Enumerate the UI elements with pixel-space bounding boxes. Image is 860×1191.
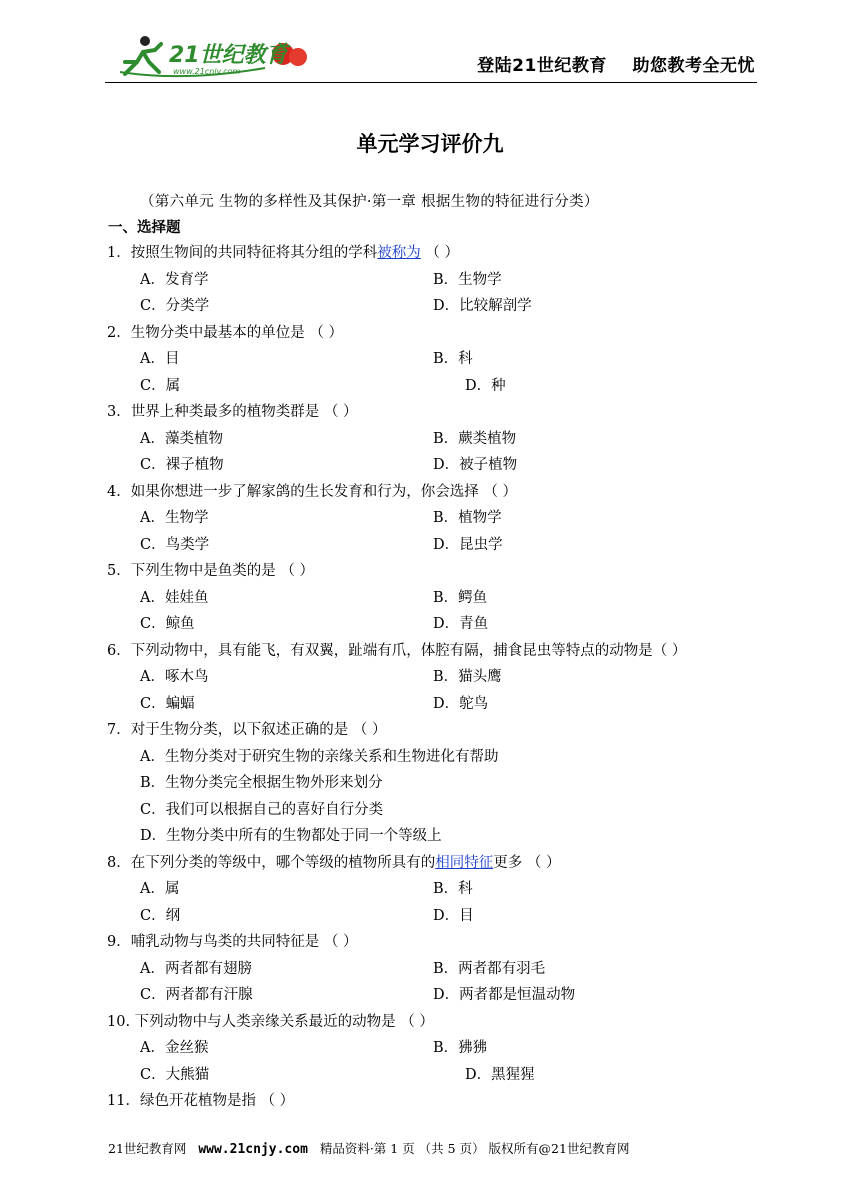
- option-a: A．目: [140, 351, 180, 367]
- link[interactable]: 相同特征: [435, 854, 494, 871]
- options-row: [107, 505, 757, 532]
- option-d: D．种: [465, 377, 506, 394]
- footer-right: 精品资料·第 1 页 （共 5 页） 版权所有@21世纪教育网: [307, 1141, 630, 1156]
- question-stem: 8．在下列分类的等级中，哪个等级的植物所具有的相同特征更多 （ ）: [107, 854, 561, 871]
- option-b: B．生物分类完全根据生物外形来划分: [140, 775, 383, 791]
- options-row: [107, 664, 757, 691]
- option-a: A．发育学: [140, 271, 209, 288]
- options-row: [107, 956, 757, 983]
- question-stem: 9．哺乳动物与鸟类的共同特征是 （ ）: [107, 934, 358, 950]
- question-stem: 6．下列动物中，具有能飞，有双翼，趾端有爪，体腔有隔，捕食昆虫等特点的动物是（ ）: [107, 642, 687, 659]
- options-row: [107, 426, 757, 453]
- options-row: [107, 903, 757, 930]
- option-d: D．昆虫学: [433, 536, 503, 553]
- page-header: [105, 28, 757, 83]
- options-row: [107, 452, 757, 479]
- option-c: C．蝙蝠: [140, 695, 195, 712]
- option-b: B．狒狒: [433, 1040, 488, 1056]
- question-stem: 1．按照生物间的共同特征将其分组的学科被称为 （ ）: [107, 245, 459, 261]
- footer-url[interactable]: www.21cnjy.com: [198, 1142, 308, 1157]
- options-row: [107, 532, 757, 559]
- option-c: C．我们可以根据自己的喜好自行分类: [140, 801, 384, 818]
- options-row: [107, 267, 757, 294]
- options-row: [107, 1035, 757, 1062]
- option-a: A．两者都有翅膀: [140, 960, 252, 977]
- option-c: C．纲: [140, 907, 181, 924]
- option-a: A．金丝猴: [140, 1040, 209, 1056]
- option-c: C．分类学: [140, 298, 210, 314]
- option-a: A．啄木鸟: [140, 669, 209, 685]
- option-a: A．生物学: [140, 510, 209, 526]
- option-d: D．鸵鸟: [433, 695, 489, 712]
- option-d: D．比较解剖学: [433, 298, 532, 314]
- question-stem: 5．下列生物中是鱼类的是 （ ）: [107, 563, 314, 579]
- option-b: B．蕨类植物: [433, 430, 517, 447]
- option-b: B．科: [433, 881, 473, 897]
- option-b: B．生物学: [433, 271, 502, 288]
- option-a: A．属: [140, 881, 180, 897]
- option-d: D．被子植物: [433, 457, 518, 473]
- question-stem: 4．如果你想进一步了解家鸽的生长发育和行为，你会选择 （ ）: [107, 483, 517, 500]
- options-row: [107, 611, 757, 638]
- option-c: C．鸟类学: [140, 536, 210, 553]
- option-c: C．裸子植物: [140, 457, 224, 473]
- option-d: D．两者都是恒温动物: [433, 987, 576, 1003]
- question-stem: 10. 下列动物中与人类亲缘关系最近的动物是 （ ）: [107, 1013, 434, 1030]
- footer-left: 21世纪教育网: [108, 1141, 199, 1156]
- svg-text:21世纪教育: 21世纪教育: [169, 43, 288, 68]
- option-b: B．科: [433, 351, 473, 367]
- options-row: [107, 982, 757, 1009]
- option-c: C．属: [140, 377, 181, 394]
- option-c: C．两者都有汗腺: [140, 987, 253, 1003]
- question-stem: 11．绿色开花植物是指 （ ）: [107, 1093, 295, 1109]
- option-b: B．猫头鹰: [433, 669, 502, 685]
- question-list: [107, 240, 757, 1115]
- section-heading: 一、选择题: [108, 220, 181, 236]
- options-row: [107, 373, 757, 400]
- option-d: D．黑猩猩: [465, 1066, 535, 1083]
- question-stem: 7．对于生物分类，以下叙述正确的是 （ ）: [107, 722, 387, 738]
- option-d: D．生物分类中所有的生物都处于同一个等级上: [140, 828, 442, 844]
- options-row: [107, 1062, 757, 1089]
- option-c: C．大熊猫: [140, 1066, 210, 1083]
- logo-21cnjy: [115, 32, 315, 78]
- option-a: A．娃娃鱼: [140, 589, 209, 606]
- options-row: [107, 346, 757, 373]
- option-d: D．青鱼: [433, 616, 489, 632]
- page-subtitle: （第六单元 生物的多样性及其保护·第一章 根据生物的特征进行分类）: [140, 194, 599, 210]
- option-a: A．藻类植物: [140, 430, 223, 447]
- header-slogan: 登陆21世纪教育 助您教考全无忧: [477, 56, 755, 76]
- question-stem: 3．世界上种类最多的植物类群是 （ ）: [107, 404, 358, 420]
- options-row: [107, 585, 757, 612]
- options-row: [107, 691, 757, 718]
- question-stem: 2．生物分类中最基本的单位是 （ ）: [107, 324, 343, 341]
- options-row: [107, 293, 757, 320]
- link[interactable]: 被称为: [377, 245, 421, 261]
- option-a: A．生物分类对于研究生物的亲缘关系和生物进化有帮助: [140, 748, 499, 765]
- option-b: B．两者都有羽毛: [433, 960, 546, 977]
- option-c: C．鲸鱼: [140, 616, 195, 632]
- page-footer: [108, 1139, 629, 1157]
- option-b: B．植物学: [433, 510, 502, 526]
- option-b: B．鳄鱼: [433, 589, 488, 606]
- options-row: [107, 876, 757, 903]
- option-d: D．目: [433, 907, 474, 924]
- page-title: 单元学习评价九: [356, 132, 504, 156]
- svg-text:www.21cnjy.com: www.21cnjy.com: [173, 67, 241, 76]
